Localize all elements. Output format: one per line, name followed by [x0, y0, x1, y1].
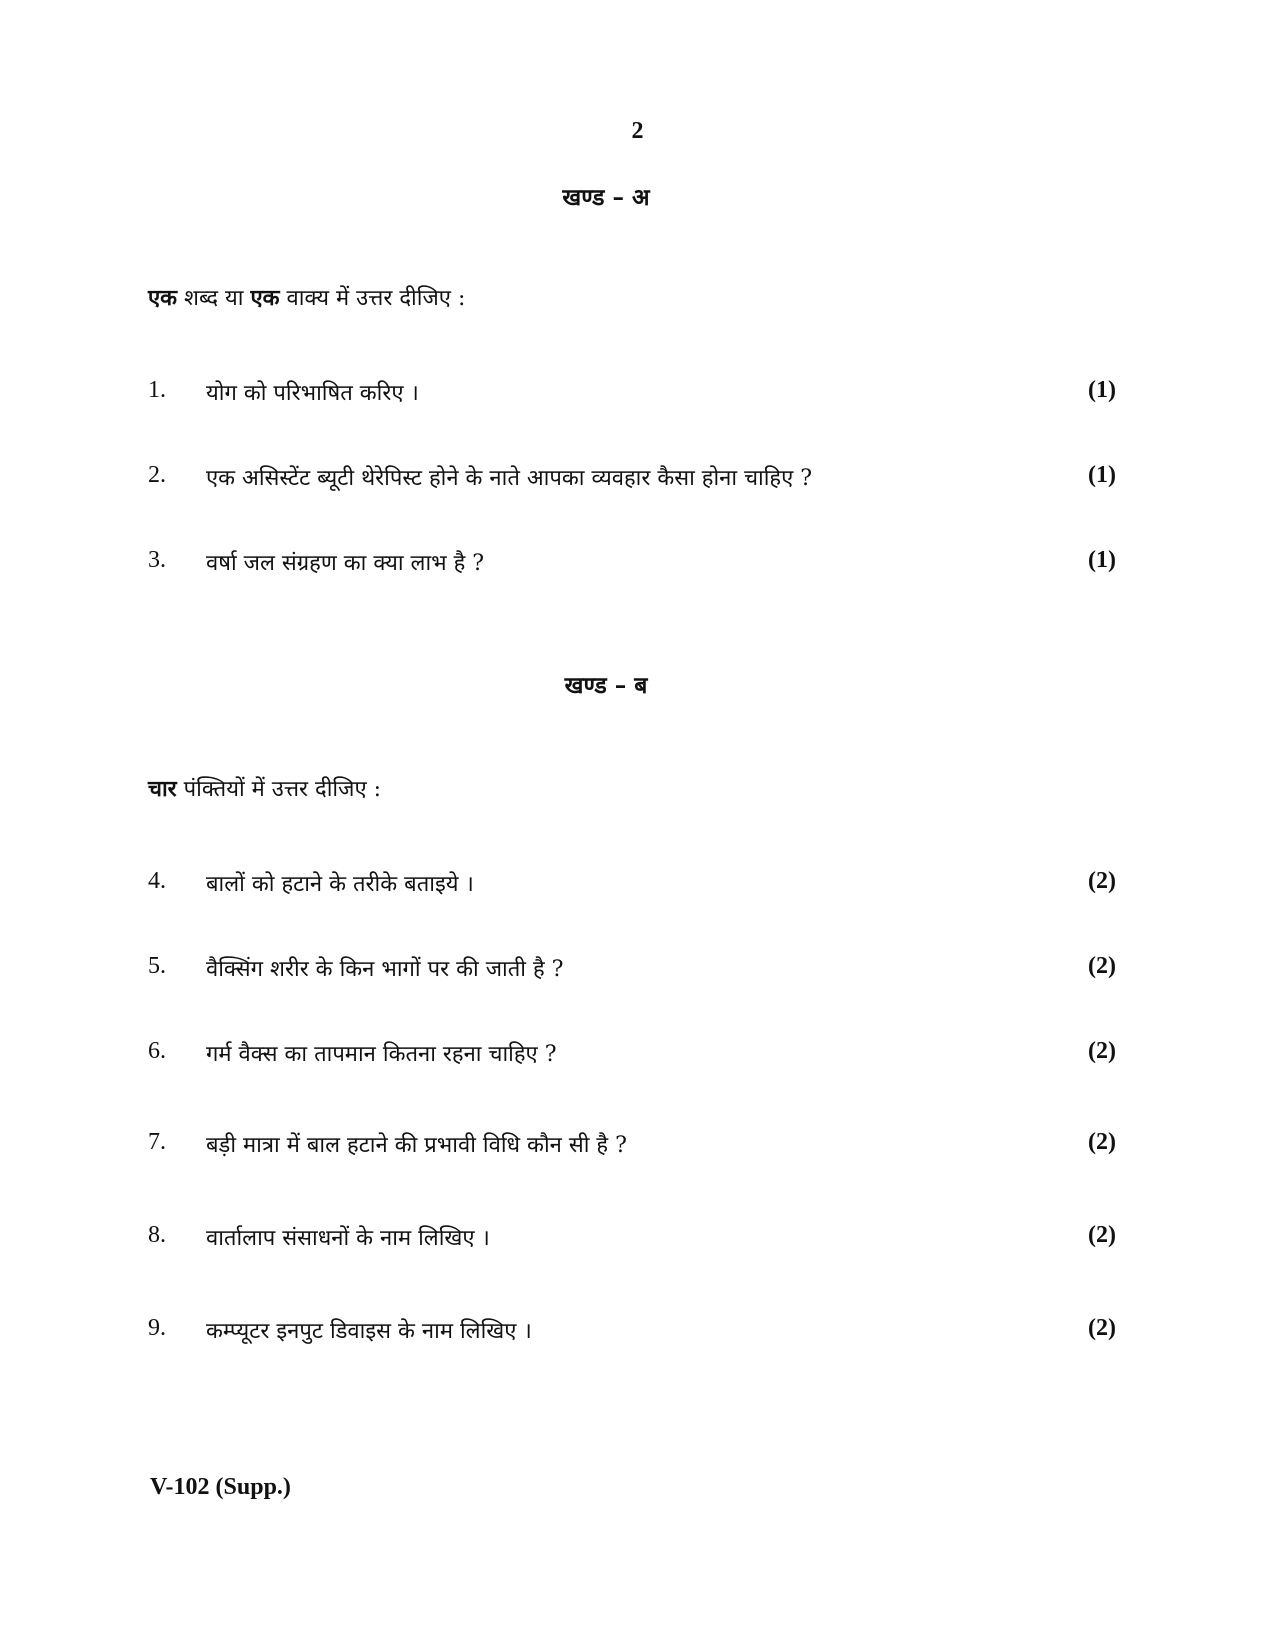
page-number: 2 — [631, 118, 644, 144]
question-text: वर्षा जल संग्रहण का क्या लाभ है ? — [206, 551, 485, 576]
question-number: 8. — [148, 1222, 166, 1248]
question-7 — [148, 1129, 1116, 1163]
question-text: कम्प्यूटर इनपुट डिवाइस के नाम लिखिए । — [206, 1319, 532, 1344]
question-2 — [148, 462, 1116, 496]
question-marks: (2) — [1088, 1222, 1116, 1248]
question-marks: (2) — [1088, 953, 1116, 979]
question-6 — [148, 1038, 1116, 1072]
section-b-instruction — [148, 773, 381, 803]
question-5 — [148, 953, 1116, 987]
question-text: गर्म वैक्स का तापमान कितना रहना चाहिए ? — [206, 1042, 557, 1067]
question-number: 5. — [148, 953, 166, 979]
section-a-instruction — [148, 282, 465, 312]
question-marks: (1) — [1088, 547, 1116, 573]
instruction-text: पंक्तियों में उत्तर दीजिए : — [176, 777, 382, 802]
instruction-text: वाक्य में उत्तर दीजिए : — [279, 286, 466, 311]
question-3 — [148, 547, 1116, 581]
instruction-text: शब्द या — [177, 286, 251, 311]
paper-code-footer: V-102 (Supp.) — [150, 1474, 291, 1500]
question-4 — [148, 868, 1116, 902]
question-text: वैक्सिंग शरीर के किन भागों पर की जाती है ? — [206, 957, 564, 982]
question-marks: (2) — [1088, 1038, 1116, 1064]
section-a-title: खण्ड – अ — [562, 184, 650, 211]
question-marks: (2) — [1088, 1315, 1116, 1341]
question-number: 9. — [148, 1315, 166, 1341]
question-text: वार्तालाप संसाधनों के नाम लिखिए । — [206, 1226, 490, 1251]
question-marks: (1) — [1088, 377, 1116, 403]
question-text: बड़ी मात्रा में बाल हटाने की प्रभावी विधि कौन सी है ? — [206, 1133, 627, 1158]
question-9 — [148, 1315, 1116, 1349]
instruction-bold-word: एक — [148, 285, 178, 311]
question-number: 1. — [148, 377, 166, 403]
question-8 — [148, 1222, 1116, 1256]
question-number: 2. — [148, 462, 166, 488]
question-marks: (1) — [1088, 462, 1116, 488]
question-number: 7. — [148, 1129, 166, 1155]
question-text: एक असिस्टेंट ब्यूटी थेरेपिस्ट होने के नाते आपका व्यवहार कैसा होना चाहिए ? — [206, 466, 813, 491]
question-number: 6. — [148, 1038, 166, 1064]
question-marks: (2) — [1088, 868, 1116, 894]
question-number: 4. — [148, 868, 166, 894]
question-text: बालों को हटाने के तरीके बताइये । — [206, 872, 474, 897]
question-1 — [148, 377, 1116, 411]
instruction-bold-word: एक — [250, 285, 280, 311]
question-number: 3. — [148, 547, 166, 573]
section-b-title: खण्ड – ब — [564, 672, 648, 699]
question-text: योग को परिभाषित करिए । — [206, 381, 419, 406]
question-marks: (2) — [1088, 1129, 1116, 1155]
instruction-bold-word: चार — [148, 776, 177, 802]
